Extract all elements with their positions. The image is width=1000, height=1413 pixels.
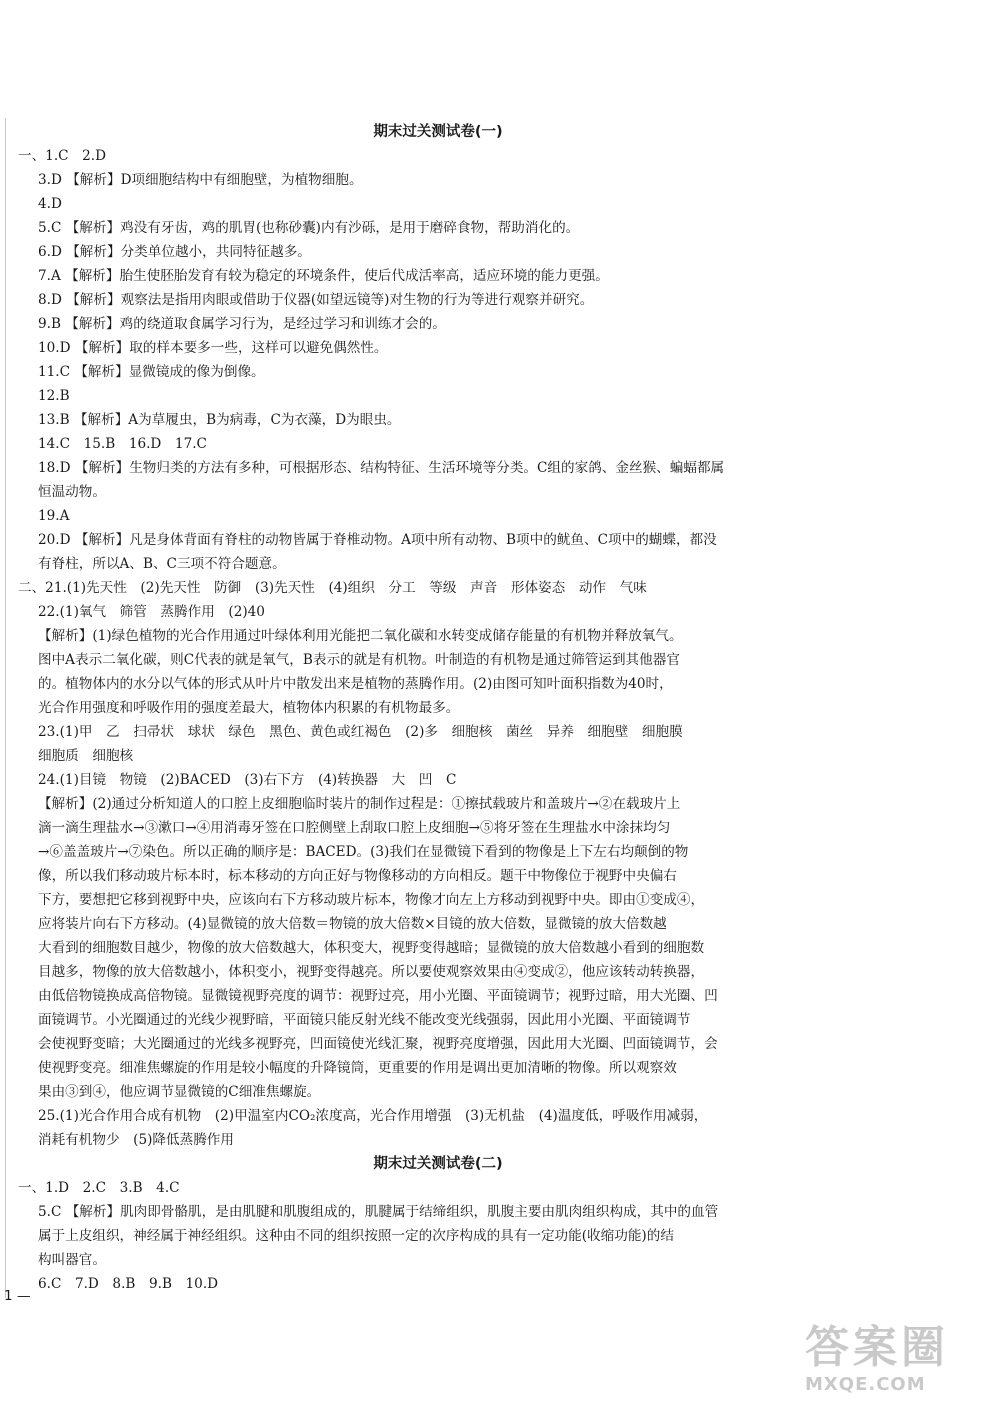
answer-line: 果由③到④，他应调节显微镜的C细准焦螺旋。 (38, 1084, 321, 1100)
answer-line: 4.D (38, 196, 62, 212)
answer-line: 使视野变亮。细准焦螺旋的作用是较小幅度的升降镜筒，更重要的作用是调出更加清晰的物像。所以观察效 (38, 1060, 677, 1076)
answer-line: 下方，要想把它移到视野中央，应该向右下方移动玻片标本，物像才向左上方移动到视野中央。即由①变成④， (38, 892, 705, 908)
answer-line: 6.C 7.D 8.B 9.B 10.D (38, 1276, 219, 1292)
answer-line: 目越多，物像的放大倍数越小，体积变小，视野变得越亮。所以要使观察效果由④变成②，他应该转动转换器， (38, 964, 705, 980)
answer-line: 8.D 【解析】观察法是指用肉眼或借助于仪器(如望远镜等)对生物的行为等进行观察并研究。 (38, 292, 594, 308)
binding-margin-line (5, 118, 6, 1298)
section-title: 期末过关测试卷(二) (373, 1156, 503, 1172)
answer-line: 22.(1)氧气 筛管 蒸腾作用 (2)40 (38, 604, 265, 620)
answer-line: 构叫器官。 (38, 1252, 106, 1268)
answer-line: 恒温动物。 (38, 484, 106, 500)
answer-line: 18.D 【解析】生物归类的方法有多种，可根据形态、结构特征、生活环境等分类。C组的家鸽、金丝猴、蝙蝠都属 (38, 460, 725, 476)
section-title: 期末过关测试卷(一) (373, 124, 503, 140)
answer-line: 6.D 【解析】分类单位越小，共同特征越多。 (38, 244, 311, 260)
answer-line: 的。植物体内的水分以气体的形式从叶片中散发出来是植物的蒸腾作用。(2)由图可知叶面积指数为40时， (38, 676, 673, 692)
answer-line: 一、1.C 2.D (18, 148, 107, 164)
answer-line: 面镜调节。小光圈通过的光线少视野暗，平面镜只能反射光线不能改变光线强弱，因此用小光圈、平面镜调节 (38, 1012, 691, 1028)
answer-line: 有脊柱，所以A、B、C三项不符合题意。 (38, 556, 286, 572)
answer-line: 二、21.(1)先天性 (2)先天性 防御 (3)先天性 (4)组织 分工 等级 声音 形体姿态 动作 气味 (18, 580, 647, 596)
answer-line: 细胞质 细胞核 (38, 748, 134, 764)
answer-line: 滴一滴生理盐水→③漱口→④用消毒牙签在口腔侧壁上刮取口腔上皮细胞→⑤将牙签在生理盐水中涂抹均匀 (38, 820, 671, 836)
page-number: 1 — (4, 1288, 31, 1304)
watermark-site-text: MXQE.COM (805, 1374, 926, 1395)
answer-line: 5.C 【解析】鸡没有牙齿，鸡的肌胃(也称砂囊)内有沙砾，是用于磨碎食物，帮助消化的。 (38, 220, 580, 236)
answer-line: 25.(1)光合作用合成有机物 (2)甲温室内CO₂浓度高，光合作用增强 (3)无机盐 (4)温度低，呼吸作用减弱， (38, 1108, 708, 1124)
answer-line: 光合作用强度和呼吸作用的强度差最大，植物体内积累的有机物最多。 (38, 700, 460, 716)
answer-line: 20.D 【解析】凡是身体背面有脊柱的动物皆属于脊椎动物。A项中所有动物、B项中的鱿鱼、C项中的蝴蝶，都没 (38, 532, 717, 548)
answer-line: 属于上皮组织，神经属于神经组织。这种由不同的组织按照一定的次序构成的具有一定功能(收缩功能)的结 (38, 1228, 674, 1244)
answer-line: 10.D 【解析】取的样本要多一些，这样可以避免偶然性。 (38, 340, 388, 356)
answer-line: 19.A (38, 508, 70, 524)
watermark-main-text: 答案圈 (805, 1322, 949, 1373)
answer-line: 【解析】(1)绿色植物的光合作用通过叶绿体利用光能把二氧化碳和水转变成储存能量的有机物并释放氧气。 (38, 628, 683, 644)
answer-line: 消耗有机物少 (5)降低蒸腾作用 (38, 1132, 234, 1148)
answer-line: 13.B 【解析】A为草履虫，B为病毒，C为衣藻，D为眼虫。 (38, 412, 401, 428)
answer-line: →⑥盖盖玻片→⑦染色。所以正确的顺序是：BACED。(3)我们在显微镜下看到的物像是上下左右均颠倒的物 (38, 844, 689, 860)
answer-line: 一、1.D 2.C 3.B 4.C (18, 1180, 180, 1196)
answer-line: 7.A 【解析】胎生使胚胎发育有较为稳定的环境条件，使后代成活率高，适应环境的能力更强。 (38, 268, 609, 284)
answer-line: 应将装片向右下方移动。(4)显微镜的放大倍数＝物镜的放大倍数×目镜的放大倍数，显微镜的放大倍数越 (38, 916, 667, 932)
answer-line: 12.B (38, 388, 70, 404)
answer-line: 24.(1)目镜 物镜 (2)BACED (3)右下方 (4)转换器 大 凹 C (38, 772, 457, 788)
answer-line: 大看到的细胞数目越少，物像的放大倍数越大，体积变大，视野变得越暗；显微镜的放大倍数越小看到的细胞数 (38, 940, 705, 956)
answer-line: 9.B 【解析】鸡的绕道取食属学习行为，是经过学习和训练才会的。 (38, 316, 446, 332)
watermark-logo (805, 1322, 995, 1407)
answer-line: 【解析】(2)通过分析知道人的口腔上皮细胞临时装片的制作过程是：①擦拭载玻片和盖玻片→②在载玻片上 (38, 796, 681, 812)
answer-line: 11.C 【解析】显微镜成的像为倒像。 (38, 364, 265, 380)
answer-line: 5.C 【解析】肌肉即骨骼肌，是由肌腱和肌腹组成的，肌腱属于结缔组织，肌腹主要由肌肉组织构成，其中的血管 (38, 1204, 719, 1220)
answer-content (18, 120, 858, 1296)
answer-line: 会使视野变暗；大光圈通过的光线多视野亮，凹面镜使光线汇聚，视野亮度增强，因此用大光圈、凹面镜调节，会 (38, 1036, 718, 1052)
answer-line: 图中A表示二氧化碳，则C代表的就是氧气，B表示的就是有机物。叶制造的有机物是通过筛管运到其他器官 (38, 652, 680, 668)
answer-line: 14.C 15.B 16.D 17.C (38, 436, 207, 452)
answer-line: 3.D 【解析】D项细胞结构中有细胞壁，为植物细胞。 (38, 172, 363, 188)
answer-line: 由低倍物镜换成高倍物镜。显微镜视野亮度的调节：视野过亮，用小光圈、平面镜调节；视野过暗，用大光圈、凹 (38, 988, 718, 1004)
answer-line: 23.(1)甲 乙 扫帚状 球状 绿色 黑色、黄色或红褐色 (2)多 细胞核 菌丝 异养 细胞壁 细胞膜 (38, 724, 683, 740)
answer-line: 像，所以我们移动玻片标本时，标本移动的方向正好与物像移动的方向相反。题干中物像位于视野中央偏右 (38, 868, 677, 884)
